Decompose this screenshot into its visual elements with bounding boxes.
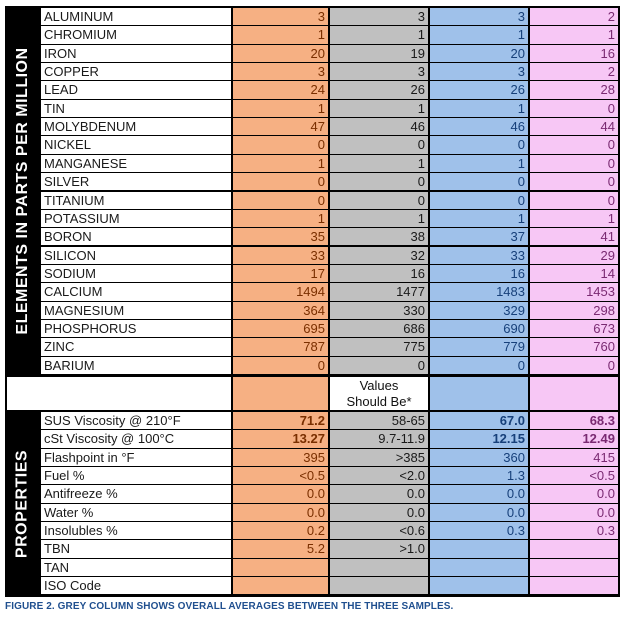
value-cell: 0.3	[430, 522, 528, 539]
value-cell: 67.0	[430, 412, 528, 429]
value-cell: 329	[430, 302, 528, 319]
element-name: MANGANESE	[41, 155, 231, 172]
element-name: ZINC	[41, 338, 231, 355]
value-cell: 2	[530, 8, 618, 25]
value-cell	[430, 540, 528, 557]
property-name: Insolubles %	[41, 522, 231, 539]
values-should-be-line2: Should Be*	[346, 394, 412, 409]
value-cell: 0.3	[530, 522, 618, 539]
value-cell: 19	[330, 45, 428, 62]
value-cell: 1	[530, 210, 618, 227]
value-cell: >385	[330, 449, 428, 466]
separator-color-cell	[430, 377, 528, 410]
value-cell: 37	[430, 228, 528, 245]
value-cell: 0.0	[430, 504, 528, 521]
value-cell: 13.27	[233, 430, 328, 447]
value-cell: 673	[530, 320, 618, 337]
separator-color-cell	[530, 377, 618, 410]
value-cell: >1.0	[330, 540, 428, 557]
value-cell: 1453	[530, 283, 618, 300]
value-cell: 2	[530, 63, 618, 80]
value-cell: 12.15	[430, 430, 528, 447]
value-cell: 12.49	[530, 430, 618, 447]
value-cell: 46	[330, 118, 428, 135]
value-cell: 0	[430, 136, 528, 153]
value-cell: 787	[233, 338, 328, 355]
value-cell: <0.5	[233, 467, 328, 484]
value-cell: <2.0	[330, 467, 428, 484]
value-cell: 298	[530, 302, 618, 319]
value-cell: 0	[233, 173, 328, 190]
property-name: TBN	[41, 540, 231, 557]
value-cell	[233, 577, 328, 594]
value-cell: 16	[330, 265, 428, 282]
value-cell: 1	[233, 155, 328, 172]
value-cell: 0	[330, 173, 428, 190]
value-cell: 0.0	[233, 504, 328, 521]
value-cell: 779	[430, 338, 528, 355]
element-name: IRON	[41, 45, 231, 62]
value-cell: 32	[330, 247, 428, 264]
oil-analysis-table	[5, 6, 620, 597]
value-cell	[430, 559, 528, 576]
values-should-be-line1: Values	[359, 378, 399, 393]
value-cell: 33	[233, 247, 328, 264]
value-cell: 0	[530, 155, 618, 172]
value-cell: <0.6	[330, 522, 428, 539]
value-cell: 695	[233, 320, 328, 337]
value-cell	[233, 559, 328, 576]
separator-color-cell	[233, 377, 328, 410]
value-cell: 5.2	[233, 540, 328, 557]
value-cell: 1	[233, 100, 328, 117]
value-cell: 16	[530, 45, 618, 62]
value-cell: 1	[330, 26, 428, 43]
value-cell: 1494	[233, 283, 328, 300]
value-cell	[530, 559, 618, 576]
properties-label: PROPERTIES	[13, 449, 31, 559]
value-cell: 1	[233, 210, 328, 227]
property-name: cSt Viscosity @ 100°C	[41, 430, 231, 447]
value-cell: 1	[330, 210, 428, 227]
element-name: BARIUM	[41, 357, 231, 374]
value-cell: 41	[530, 228, 618, 245]
property-name: Fuel %	[41, 467, 231, 484]
value-cell: 20	[233, 45, 328, 62]
value-cell: 71.2	[233, 412, 328, 429]
value-cell: 1483	[430, 283, 528, 300]
value-cell: 38	[330, 228, 428, 245]
value-cell: 3	[330, 8, 428, 25]
figure-caption: FIGURE 2. GREY COLUMN SHOWS OVERALL AVERAGES BETWEEN THE THREE SAMPLES.	[5, 601, 454, 612]
value-cell: 0.0	[430, 485, 528, 502]
value-cell	[430, 577, 528, 594]
elements-label: ELEMENTS IN PARTS PER MILLION	[14, 47, 31, 335]
value-cell: 1	[430, 210, 528, 227]
property-name: Flashpoint in °F	[41, 449, 231, 466]
value-cell: 14	[530, 265, 618, 282]
value-cell: 1	[233, 26, 328, 43]
element-name: BORON	[41, 228, 231, 245]
value-cell: 3	[430, 63, 528, 80]
value-cell: 0.0	[530, 485, 618, 502]
value-cell: 29	[530, 247, 618, 264]
separator-left	[7, 377, 231, 410]
value-cell	[530, 577, 618, 594]
element-name: MAGNESIUM	[41, 302, 231, 319]
value-cell: 1477	[330, 283, 428, 300]
element-name: TITANIUM	[41, 192, 231, 209]
value-cell: 1	[530, 26, 618, 43]
element-name: PHOSPHORUS	[41, 320, 231, 337]
value-cell: 47	[233, 118, 328, 135]
value-cell: 0	[530, 100, 618, 117]
value-cell: 0	[233, 357, 328, 374]
value-cell: 0	[330, 136, 428, 153]
value-cell: 690	[430, 320, 528, 337]
value-cell: 26	[330, 81, 428, 98]
value-cell: 3	[233, 63, 328, 80]
value-cell: 0.2	[233, 522, 328, 539]
value-cell: 0	[233, 136, 328, 153]
values-should-be-header	[330, 377, 428, 410]
element-name: SILVER	[41, 173, 231, 190]
value-cell: 364	[233, 302, 328, 319]
value-cell: 1	[330, 100, 428, 117]
elements-sidebar	[7, 8, 39, 374]
element-name: POTASSIUM	[41, 210, 231, 227]
value-cell: 9.7-11.9	[330, 430, 428, 447]
value-cell: 35	[233, 228, 328, 245]
value-cell: 330	[330, 302, 428, 319]
value-cell: 0	[530, 173, 618, 190]
value-cell: 0	[430, 173, 528, 190]
element-name: LEAD	[41, 81, 231, 98]
element-name: TIN	[41, 100, 231, 117]
value-cell: 1.3	[430, 467, 528, 484]
value-cell: 16	[430, 265, 528, 282]
property-name: SUS Viscosity @ 210°F	[41, 412, 231, 429]
value-cell: 360	[430, 449, 528, 466]
value-cell: 24	[233, 81, 328, 98]
value-cell: 0	[530, 136, 618, 153]
value-cell: 46	[430, 118, 528, 135]
element-name: SILICON	[41, 247, 231, 264]
value-cell: 760	[530, 338, 618, 355]
value-cell: 0	[530, 357, 618, 374]
element-name: COPPER	[41, 63, 231, 80]
element-name: CHROMIUM	[41, 26, 231, 43]
value-cell: 0	[233, 192, 328, 209]
element-name: SODIUM	[41, 265, 231, 282]
value-cell: 0	[430, 192, 528, 209]
value-cell: 0	[330, 357, 428, 374]
property-name: TAN	[41, 559, 231, 576]
value-cell: 0.0	[233, 485, 328, 502]
property-name: Water %	[41, 504, 231, 521]
value-cell: 0	[430, 357, 528, 374]
element-name: CALCIUM	[41, 283, 231, 300]
value-cell: 1	[430, 100, 528, 117]
element-name: MOLYBDENUM	[41, 118, 231, 135]
properties-sidebar	[7, 412, 39, 595]
element-name: ALUMINUM	[41, 8, 231, 25]
element-name: NICKEL	[41, 136, 231, 153]
value-cell: 17	[233, 265, 328, 282]
value-cell: 1	[330, 155, 428, 172]
value-cell: 28	[530, 81, 618, 98]
value-cell	[530, 540, 618, 557]
value-cell	[330, 577, 428, 594]
value-cell: 68.3	[530, 412, 618, 429]
value-cell: 395	[233, 449, 328, 466]
value-cell: 0.0	[330, 485, 428, 502]
value-cell: 44	[530, 118, 618, 135]
value-cell	[330, 559, 428, 576]
value-cell: 0	[530, 192, 618, 209]
property-name: ISO Code	[41, 577, 231, 594]
value-cell: 415	[530, 449, 618, 466]
value-cell: 0	[330, 192, 428, 209]
value-cell: 3	[233, 8, 328, 25]
value-cell: 3	[330, 63, 428, 80]
value-cell: <0.5	[530, 467, 618, 484]
value-cell: 1	[430, 26, 528, 43]
value-cell: 58-65	[330, 412, 428, 429]
value-cell: 33	[430, 247, 528, 264]
value-cell: 0.0	[530, 504, 618, 521]
value-cell: 0.0	[330, 504, 428, 521]
value-cell: 775	[330, 338, 428, 355]
value-cell: 26	[430, 81, 528, 98]
value-cell: 686	[330, 320, 428, 337]
property-name: Antifreeze %	[41, 485, 231, 502]
value-cell: 3	[430, 8, 528, 25]
value-cell: 1	[430, 155, 528, 172]
value-cell: 20	[430, 45, 528, 62]
